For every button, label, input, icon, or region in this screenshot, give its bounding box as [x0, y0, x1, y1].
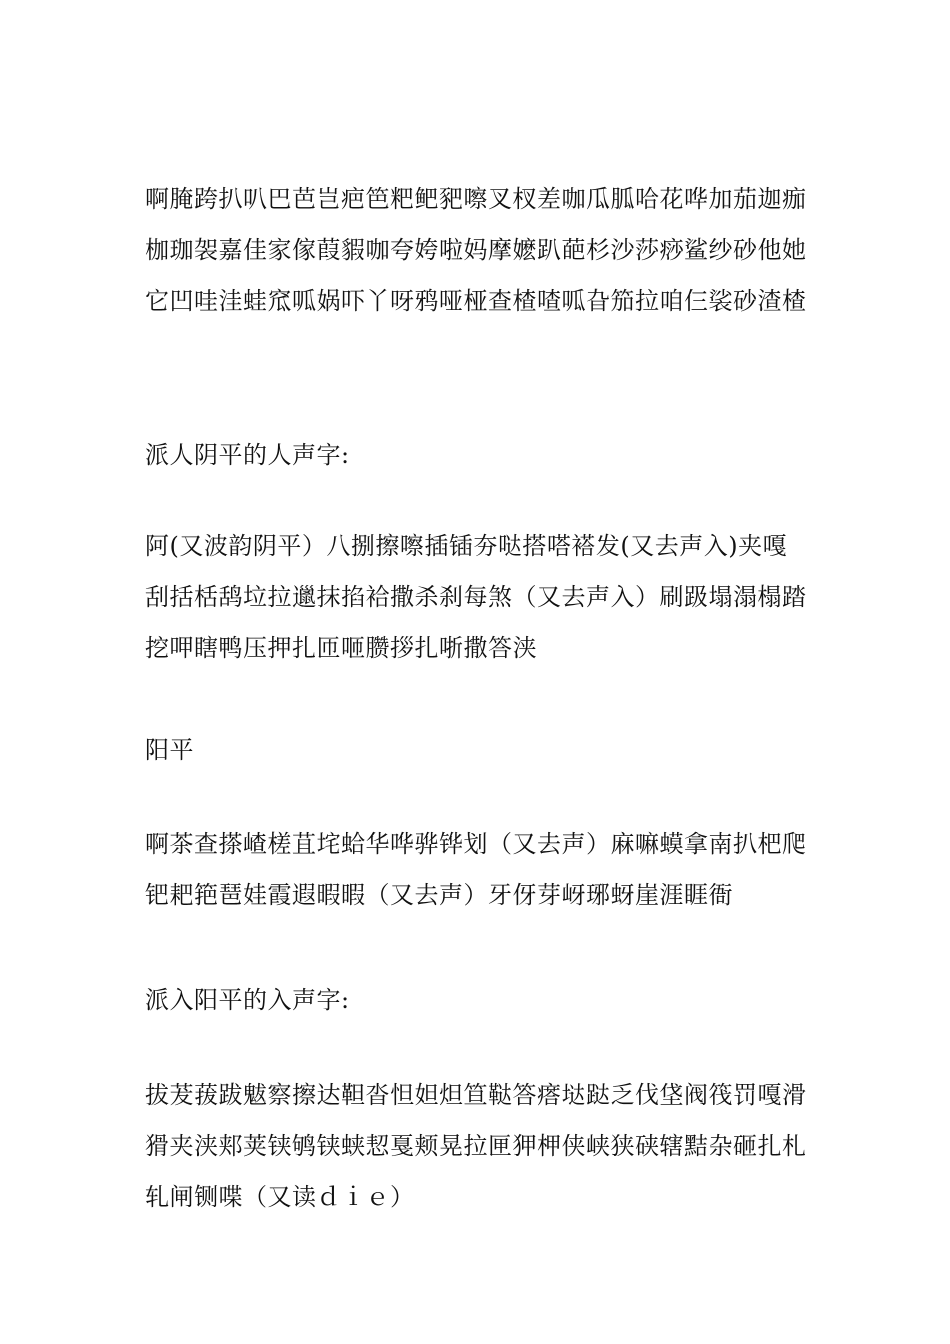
section-heading: 派人阴平的人声字:: [145, 441, 350, 469]
section-heading: 派入阳平的入声字:: [145, 986, 350, 1014]
character-list-paragraph: 拔茇菝跋魃察擦达靼沓怛妲炟笪鞑答瘩垯跶乏伐垡阀筏罚嘎滑猾夹浃郏荚铗鸲铗蛱恝戛颊晃拉匣狎柙侠峡狭硖辖黠杂砸扎札轧闸铡喋（又读ｄｉｅ）: [145, 1081, 807, 1211]
section-heading: 阳平: [145, 736, 194, 764]
character-list-paragraph: 啊腌跨扒叭巴芭岂疤笆粑鲃豝嚓叉杈差咖瓜胍哈花哗加茄迦痂枷珈袈嘉佳家傢葭貑咖夸姱啦妈摩嬷趴葩杉沙莎痧鲨纱砂他她它凹哇洼蛙窊呱娲吓丫呀鸦哑桠查楂喳呱旮笳拉咱仨裟砂渣楂: [145, 185, 807, 315]
character-list-paragraph: 啊茶查搽嵖槎苴垞蛤华哗骅铧划（又去声）麻嘛蟆拿南扒杷爬钯耙筢琶娃霞遐暇暇（又去声）牙伢芽岈琊蚜崖涯睚衙: [145, 830, 807, 909]
character-list-paragraph: 阿(又波韵阴平）八捌擦嚓插锸夯哒搭嗒褡发(又去声入)夹嘎刮括栝鸹垃拉邋抹掐袷撒杀刹每煞（又去声入）刷趿塌溻榻踏挖呷瞎鸭压押扎匝咂臜拶扎哳撒答浃: [145, 532, 807, 662]
